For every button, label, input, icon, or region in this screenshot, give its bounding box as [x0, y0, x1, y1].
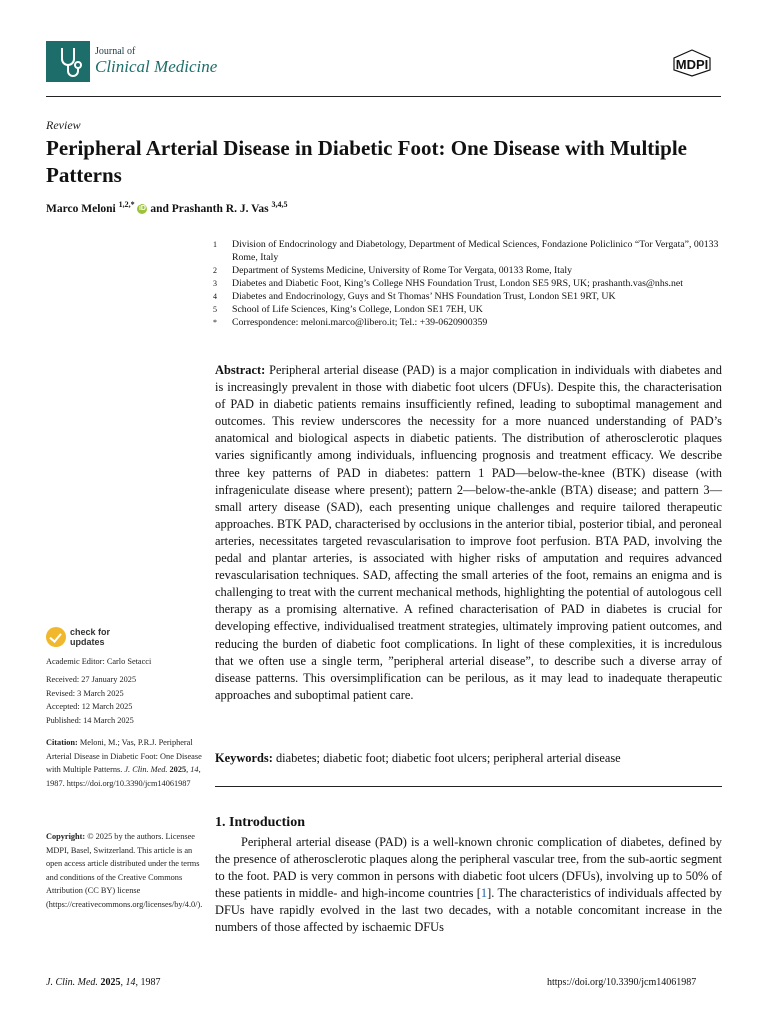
abstract — [215, 362, 722, 704]
citation-block: Citation: Meloni, M.; Vas, P.R.J. Peripheral Arterial Disease in Diabetic Foot: One Disease with Multiple Patterns. J. Clin. Med. 2025, 14, 1987. https://doi.org/10.3390/jcm14061987 — [46, 738, 202, 788]
mdpi-logo-text: MDPI — [675, 57, 709, 72]
accepted-date: Accepted: 12 March 2025 — [46, 702, 133, 711]
abstract-label: Abstract: — [215, 363, 266, 377]
footer-citation: J. Clin. Med. 2025, 14, 1987 — [46, 977, 161, 988]
affiliation-item: 1 Division of Endocrinology and Diabetology, Department of Medical Sciences, Fondazione Policlinico “Tor Vergata”, 00133 Rome, Italy — [213, 239, 719, 263]
author-2-affil: 3,4,5 — [271, 200, 288, 209]
orcid-icon[interactable]: iD — [138, 205, 146, 213]
header-rule — [46, 96, 721, 97]
dates-block — [46, 673, 204, 727]
abstract-text: Peripheral arterial disease (PAD) is a major complication in individuals with diabetes and is increasingly prevalent in those with diabetic foot ulcers (DFUs). Despite this, the characterisation of PAD in diabetic patients remains insufficiently refined, leading to suboptimal management and outcomes. This review underscores the necessity for a more nuanced understanding of PAD’s anatomical and biological aspects in diabetic patients. The distribution of atherosclerotic plaques varies significantly among individuals, influencing prognosis and treatment efficacy. We describe three key patterns of PAD in diabetes: pattern 1 PAD—below-the-knee (BTK) disease (with infrageniculate disease where present); pattern 2—below-the-ankle (BTA) disease; and pattern 3—small artery disease (SAD), each presenting unique challenges and require tailored therapeutic approaches. BTK PAD, characterised by occlusions in the anterior tibial, posterior tibial, and peroneal arteries, necessitates targeted revascularisation to improve foot perfusion. BTA PAD, involving the pedal and plantar arteries, is associated with higher risks of amputation and requires advanced revascularisation techniques. SAD, affecting the small arteries of the foot, remains an enigma and is challenging to treat with the current mechanical methods, highlighting the potential of autologous cell therapy as a promising alternative. A refined characterisation of PAD in diabetes is crucial for developing effective, individualised treatment strategies, ultimately improving patient outcomes, and reducing the burden of diabetic foot complications. In light of these complexities, it is incredulous that we often use a single term, ”peripheral arterial disease”, to describe such a diverse array of disease patterns. This oversimplification can be perilous, as it may lead to inadequate therapeutic approaches and suboptimal patient care. — [215, 363, 722, 702]
updates-label: updates — [70, 637, 105, 647]
journal-of-label: Journal of — [95, 46, 136, 57]
footer-doi-link[interactable]: https://doi.org/10.3390/jcm14061987 — [547, 977, 697, 988]
section-rule — [215, 786, 722, 787]
affiliation-item: 4 Diabetes and Endocrinology, Guys and St Thomas’ NHS Foundation Trust, London SE1 9RT, UK — [213, 291, 616, 302]
reference-link[interactable]: 1 — [480, 886, 488, 901]
affiliation-item: 3 Diabetes and Diabetic Foot, King’s College NHS Foundation Trust, London SE5 9RS, UK; prashanth.vas@nhs.net — [213, 278, 683, 289]
citation-doi[interactable]: , 1987. https://doi.org/10.3390/jcm14061987 — [46, 765, 201, 788]
check-for-updates[interactable] — [46, 627, 110, 647]
introduction-text: Peripheral arterial disease (PAD) is a well-known chronic complication of diabetes, defined by the presence of atherosclerotic plaques along the peripheral vascular tree, from the sub-aortic segment to the foot. PAD is very common in persons with diabetic foot ulcers (DFUs), involving up to 50% of these patients in middle- and high-income countries [1]. The characteristics of individuals affected by DFUs have rapidly evolved in the last two decades, with a notable concomitant increase in the numbers of those affected by ischaemic DFUs — [215, 835, 722, 935]
copyright-block: Copyright: © 2025 by the authors. Licensee MDPI, Basel, Switzerland. This article is an open access article distributed under the terms and conditions of the Creative Commons Attribution (CC BY) license (https://creativecommons.org/licenses/by/4.0/). — [46, 832, 203, 909]
author-1-affil: 1,2,* — [118, 200, 135, 209]
journal-logo — [46, 41, 90, 82]
keywords-label: Keywords: — [215, 751, 273, 765]
checkmark-icon — [46, 627, 66, 647]
copyright-label: Copyright: — [46, 832, 86, 841]
article-type: Review — [46, 118, 81, 132]
mdpi-logo[interactable] — [665, 48, 720, 78]
academic-editor: Academic Editor: Carlo Setacci — [46, 657, 152, 666]
affiliations — [213, 238, 723, 329]
revised-date: Revised: 3 March 2025 — [46, 688, 124, 698]
author-and: and — [150, 202, 169, 215]
citation-label: Citation: — [46, 738, 78, 747]
author-1[interactable]: Marco Meloni — [46, 202, 116, 215]
stethoscope-icon — [46, 41, 90, 82]
correspondence: * Correspondence: meloni.marco@libero.it; Tel.: +39-0620900359 — [213, 317, 488, 328]
keywords — [215, 751, 722, 766]
keywords-text: diabetes; diabetic foot; diabetic foot ulcers; peripheral arterial disease — [275, 751, 621, 765]
published-date: Published: 14 March 2025 — [46, 715, 134, 725]
received-date: Received: 27 January 2025 — [46, 675, 137, 684]
section-heading-introduction: 1. Introduction — [215, 815, 305, 830]
author-2[interactable]: Prashanth R. J. Vas — [171, 202, 269, 215]
affiliation-item: 5 School of Life Sciences, King’s College, London SE1 7EH, UK — [213, 304, 483, 315]
affiliation-item: 2 Department of Systems Medicine, University of Rome Tor Vergata, 00133 Rome, Italy — [213, 265, 572, 276]
journal-name: Clinical Medicine — [95, 57, 218, 76]
author-line — [46, 200, 287, 215]
check-for-label: check for — [70, 627, 111, 637]
article-title: Peripheral Arterial Disease in Diabetic Foot: One Disease with Multiple Patterns — [46, 136, 687, 187]
